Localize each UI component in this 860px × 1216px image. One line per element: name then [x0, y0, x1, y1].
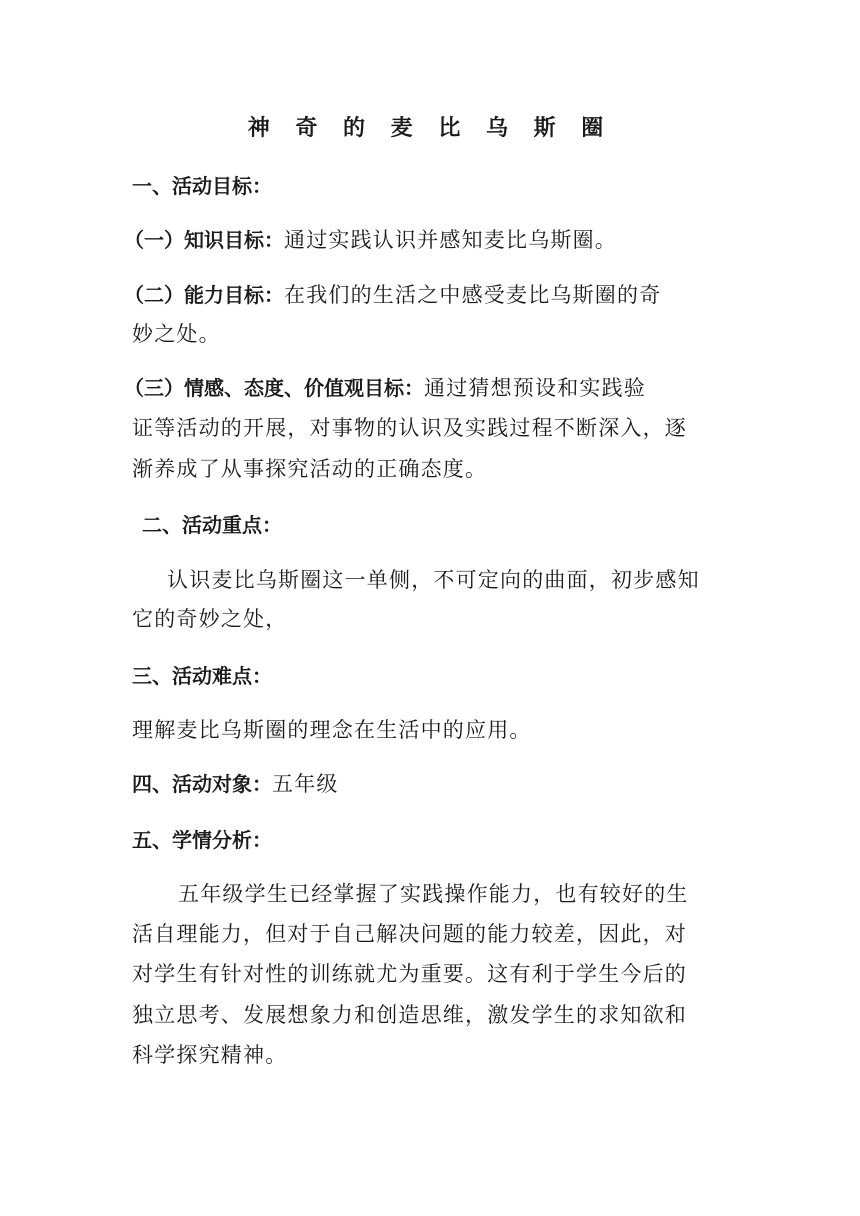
goal-emotion-text-line1: 通过猜想预设和实践验 — [424, 376, 646, 400]
goal-knowledge-label: （一）知识目标： — [124, 228, 284, 252]
analysis-text-line5: 科学探究精神。 — [132, 1043, 288, 1067]
key-points-text-line1: 认识麦比乌斯圈这一单侧，不可定向的曲面，初步感知 — [167, 568, 700, 592]
goal-ability — [124, 281, 724, 309]
analysis-text-line1: 五年级学生已经掌握了实践操作能力，也有较好的生 — [178, 882, 689, 906]
goal-emotion-label: （三）情感、态度、价值观目标： — [124, 376, 424, 400]
analysis-text-line4: 独立思考、发展想象力和创造思维，激发学生的求知欲和 — [132, 1003, 687, 1027]
audience — [132, 770, 732, 798]
analysis-text-line3: 对学生有针对性的训练就尤为重要。这有利于学生今后的 — [132, 962, 687, 986]
goal-knowledge-text: 通过实践认识并感知麦比乌斯圈。 — [284, 228, 617, 252]
goal-emotion — [124, 374, 724, 402]
goal-emotion-text-line3: 渐养成了从事探究活动的正确态度。 — [132, 457, 488, 481]
section-heading-audience: 四、活动对象： — [132, 772, 272, 796]
difficulty-text: 理解麦比乌斯圈的理念在生活中的应用。 — [132, 718, 532, 742]
goal-ability-text-line2: 妙之处。 — [132, 322, 221, 346]
key-points-text-line2: 它的奇妙之处， — [132, 607, 288, 631]
section-heading-goals: 一、活动目标： — [132, 174, 272, 198]
goal-ability-label: （二）能力目标： — [124, 283, 284, 307]
analysis-text-line2: 活自理能力，但对于自己解决问题的能力较差，因此，对 — [132, 922, 687, 946]
goal-ability-text-line1: 在我们的生活之中感受麦比乌斯圈的奇 — [284, 283, 662, 307]
audience-text: 五年级 — [272, 772, 339, 796]
goal-emotion-text-line2: 证等活动的开展，对事物的认识及实践过程不断深入，逐 — [132, 416, 687, 440]
document-title: 神 奇 的 麦 比 乌 斯 圈 — [247, 116, 613, 141]
section-heading-difficulty: 三、活动难点： — [132, 664, 272, 688]
section-heading-analysis: 五、学情分析： — [132, 828, 272, 852]
section-heading-key-points: 二、活动重点： — [142, 513, 282, 537]
goal-knowledge — [124, 226, 724, 254]
